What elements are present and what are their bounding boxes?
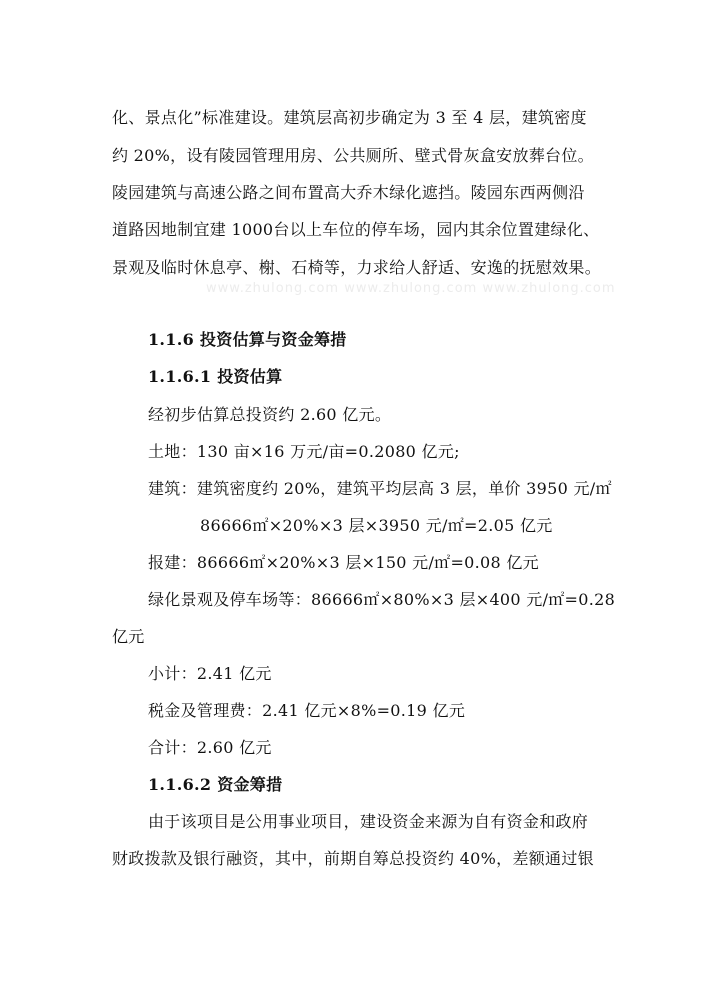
paragraph-line-3: 陵园建筑与高速公路之间布置高大乔木绿化遮挡。陵园东西两侧沿 [112,183,585,202]
estimate-building-calc-line: 86666㎡×20%×3 层×3950 元/㎡=2.05 亿元 [200,516,553,535]
estimate-greening-unit-line: 亿元 [112,627,145,646]
paragraph-line-4: 道路因地制宜建 1000台以上车位的停车场，园内其余位置建绿化、 [112,220,600,239]
section-heading: 1.1.6 投资估算与资金筹措 [148,330,347,349]
estimate-land-line: 土地：130 亩×16 万元/亩=0.2080 亿元; [148,442,460,461]
estimate-tax-line: 税金及管理费：2.41 亿元×8%=0.19 亿元 [148,701,466,720]
subsection-heading-funding: 1.1.6.2 资金筹措 [148,775,283,794]
paragraph-line-2: 约 20%，设有陵园管理用房、公共厕所、壁式骨灰盒安放葬台位。 [112,146,594,165]
estimate-greening-line: 绿化景观及停车场等：86666㎡×80%×3 层×400 元/㎡=0.28 [148,590,616,609]
funding-line-2: 财政拨款及银行融资，其中，前期自筹总投资约 40%，差额通过银 [112,849,594,868]
watermark: www.zhulong.com www.zhulong.com www.zhulong.com [206,281,616,296]
funding-line-1: 由于该项目是公用事业项目，建设资金来源为自有资金和政府 [148,812,589,831]
subsection-heading-investment: 1.1.6.1 投资估算 [148,367,283,386]
paragraph-line-1: 化、景点化”标准建设。建筑层高初步确定为 3 至 4 层，建筑密度 [112,108,587,127]
paragraph-line-5: 景观及临时休息亭、榭、石椅等，力求给人舒适、安逸的抚慰效果。 [112,258,602,277]
estimate-total-line: 经初步估算总投资约 2.60 亿元。 [148,405,392,424]
estimate-subtotal-line: 小计：2.41 亿元 [148,664,272,683]
estimate-permit-line: 报建：86666㎡×20%×3 层×150 元/㎡=0.08 亿元 [148,553,539,572]
estimate-sum-line: 合计：2.60 亿元 [148,738,272,757]
estimate-building-line: 建筑：建筑密度约 20%，建筑平均层高 3 层，单价 3950 元/㎡ [148,479,612,498]
